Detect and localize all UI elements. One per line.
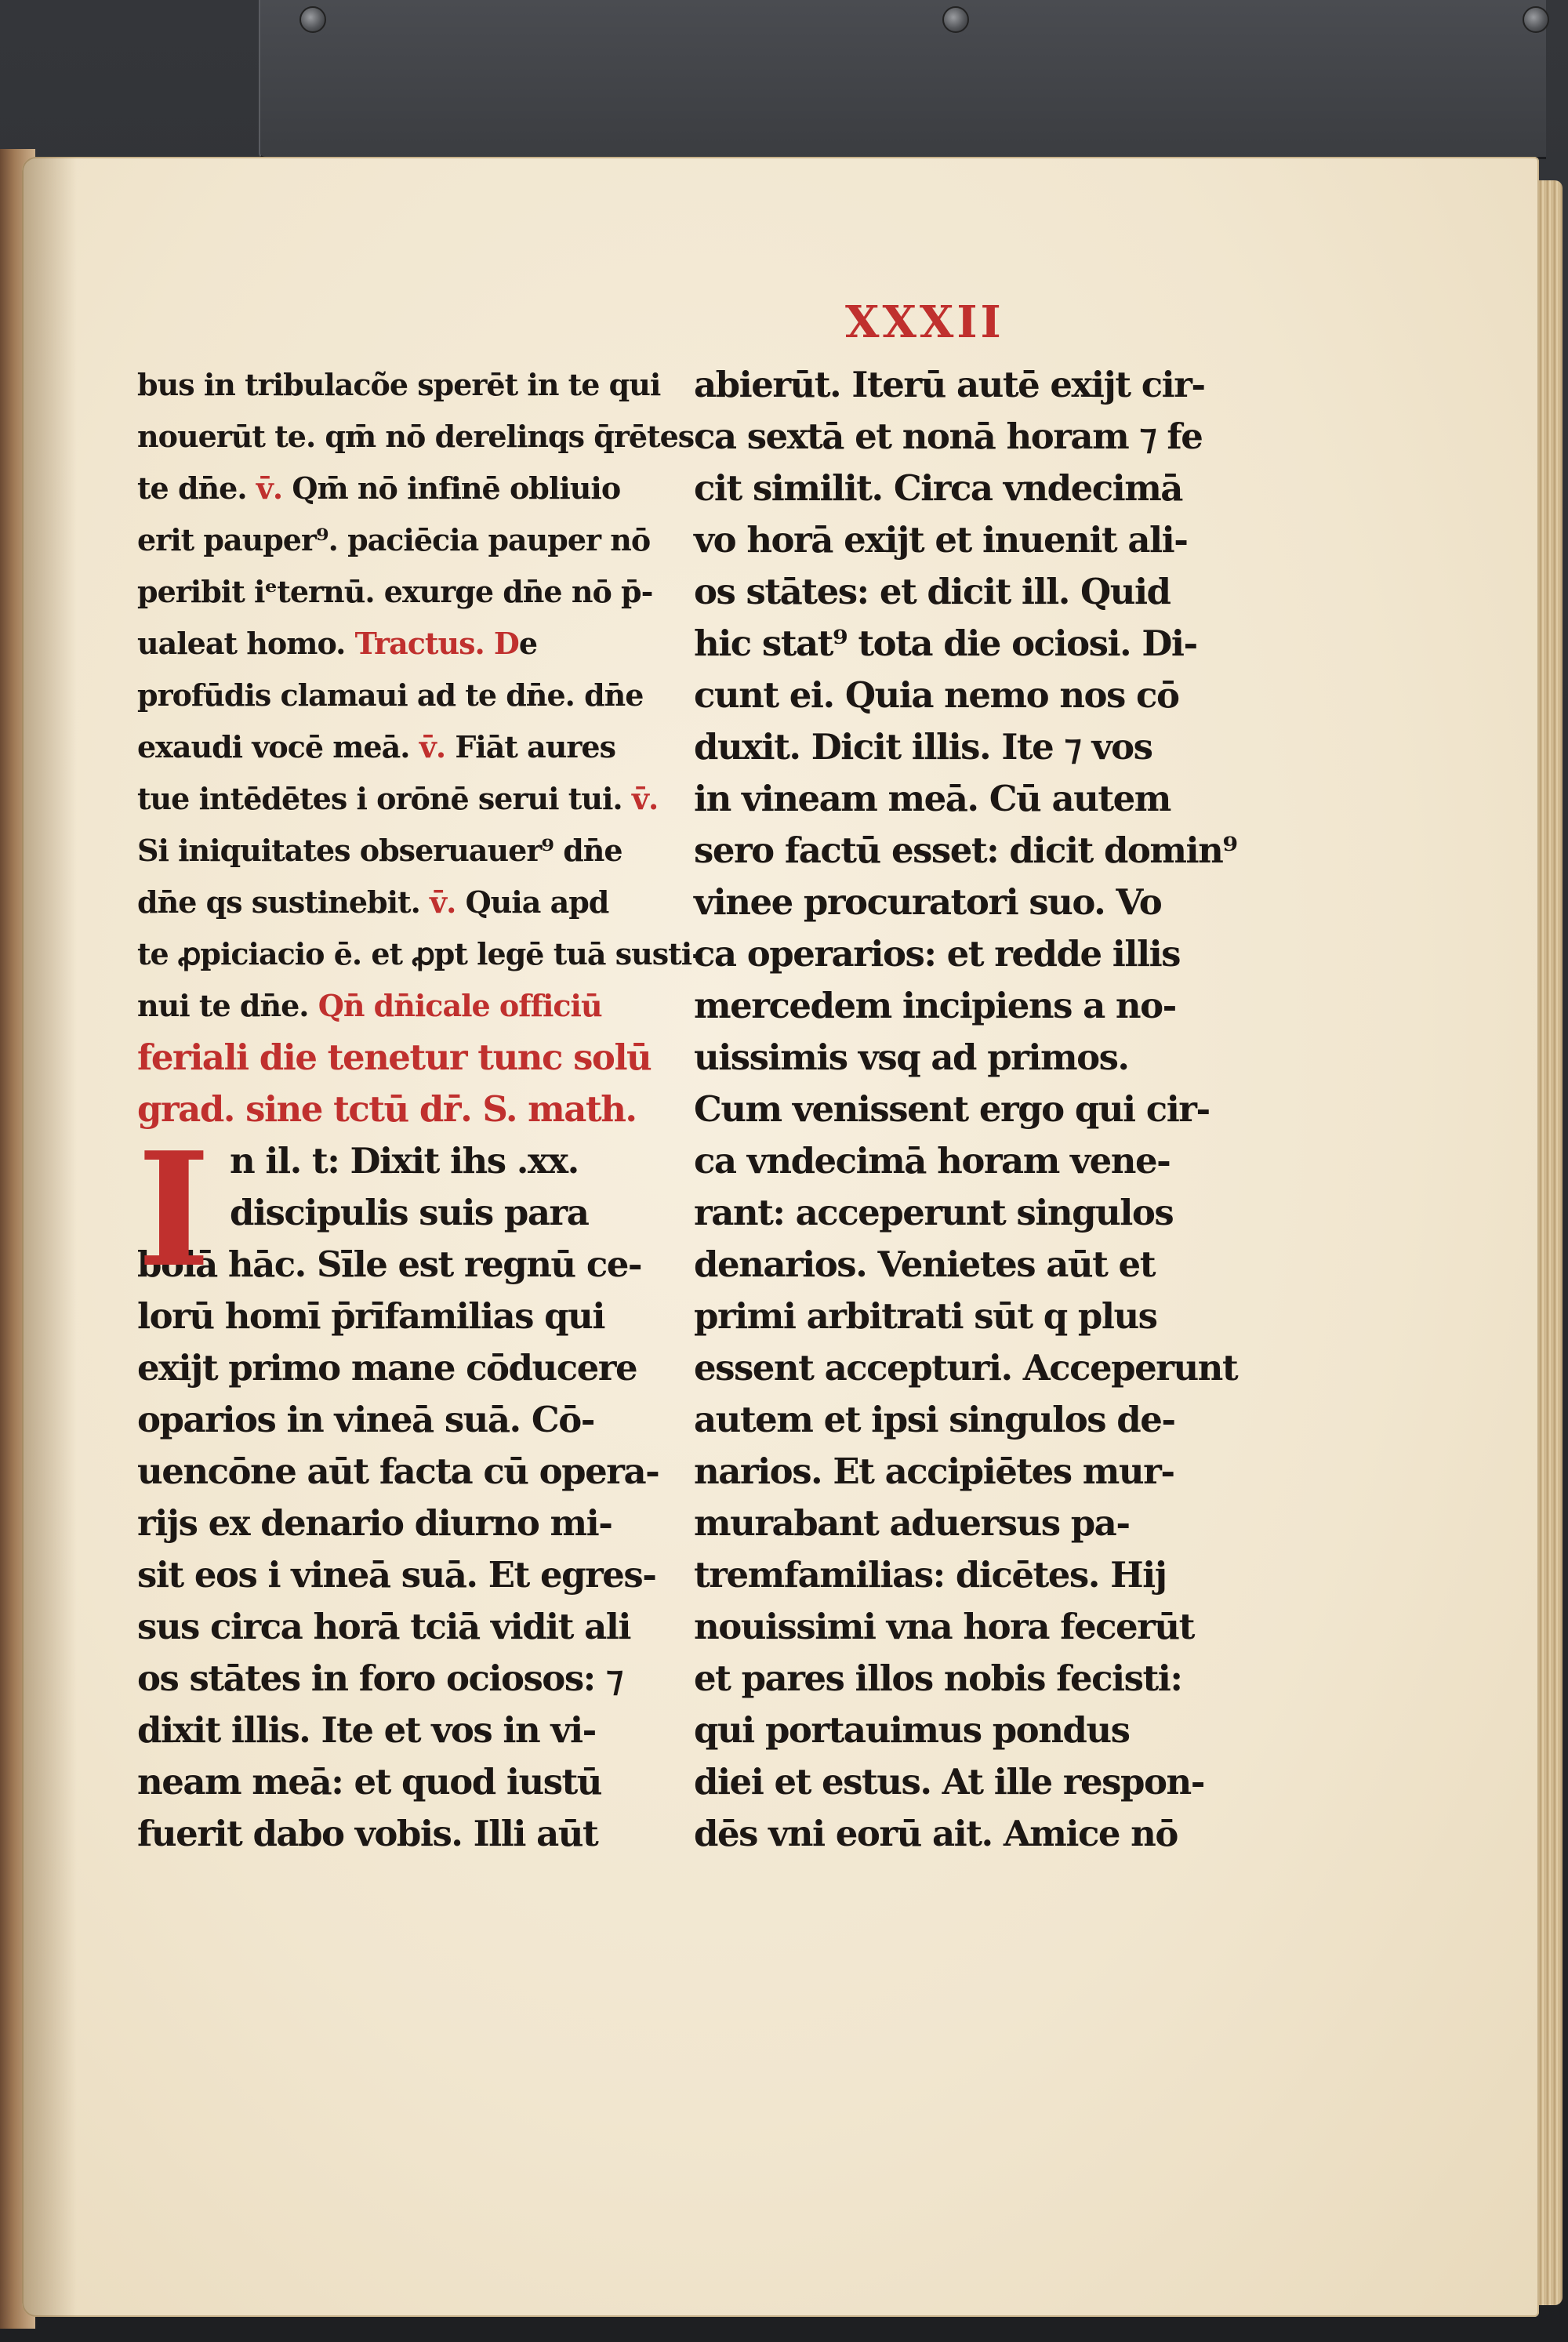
text-line: uencōne aūt facta cū opera-	[137, 1451, 659, 1492]
text-line	[137, 773, 659, 825]
text-line: sero factū esset: dicit domin⁹	[694, 830, 1237, 871]
text-line: dēs vni eorū ait. Amice nō	[694, 1813, 1178, 1854]
text-line: essent accepturi. Acceperunt	[694, 1347, 1238, 1389]
text-line: cunt ei. Quia nemo nos cō	[694, 674, 1179, 716]
line-text: bus in tribulacõe sperēt in te qui	[137, 367, 661, 402]
screw-icon	[299, 6, 326, 33]
text-line: duxit. Dicit illis. Ite ⁊ vos	[694, 726, 1152, 768]
rubric-text: v̄.	[419, 729, 456, 764]
text-line: vinee procuratori suo. Vo	[694, 881, 1162, 923]
line-text: Qm̄ nō infinē obliuio	[292, 470, 621, 506]
text-line: ca operarios: et redde illis	[694, 933, 1180, 975]
line-text: profūdis clamaui ad te dn̄e. dn̄e	[137, 677, 644, 713]
text-line: diei et estus. At ille respon-	[694, 1761, 1204, 1803]
text-line: exijt primo mane cōducere	[137, 1347, 637, 1389]
text-line: autem et ipsi singulos de-	[694, 1399, 1175, 1440]
rubric-line: grad. sine tctū dr̄. S. math.	[137, 1088, 637, 1130]
right-text-column	[694, 359, 1238, 1860]
text-line: hic stat⁹ tota die ociosi. Di-	[694, 623, 1197, 664]
gutter-shadow	[22, 157, 77, 2317]
text-line: discipulis suis para	[230, 1192, 589, 1233]
text-line: mercedem incipiens a no-	[694, 985, 1176, 1026]
text-line	[137, 877, 623, 928]
line-text: Si iniquitates obseruauer⁹ dn̄e	[137, 833, 622, 868]
text-line: abierūt. Iterū autē exijt cir-	[694, 364, 1205, 405]
text-line: cit similit. Circa vndecimā	[694, 467, 1182, 509]
rubric-line: feriali die tenetur tunc solū	[137, 1037, 652, 1078]
text-line: oparios in vineā suā. Cō-	[137, 1399, 594, 1440]
decorated-initial: I	[137, 1118, 211, 1302]
text-line	[137, 359, 661, 411]
rubric-text: v̄.	[430, 884, 466, 920]
text-line: murabant aduersus pa-	[694, 1502, 1130, 1544]
text-line: fuerit dabo vobis. Illi aūt	[137, 1813, 598, 1854]
text-line	[137, 825, 623, 877]
text-line: lorū homī p̄rīfamilias qui	[137, 1295, 604, 1337]
text-line	[137, 463, 623, 514]
text-line: narios. Et accipiētes mur-	[694, 1451, 1174, 1492]
text-line: uissimis vsq ad primos.	[694, 1037, 1129, 1078]
text-line: os stātes: et dicit ill. Quid	[694, 571, 1171, 612]
line-text: exaudi vocē meā.	[137, 729, 419, 764]
line-text: peribit iᵉternū. exurge dn̄e nō p̄-	[137, 574, 653, 609]
text-line: sit eos i vineā suā. Et egres-	[137, 1554, 656, 1596]
text-line	[137, 566, 653, 618]
folio-number: XXXII	[845, 296, 1004, 348]
text-line: tremfamilias: dicētes. Hij	[694, 1554, 1167, 1596]
text-line: nouissimi vna hora fecerūt	[694, 1606, 1194, 1647]
line-text: Quia apd	[465, 884, 609, 920]
text-line: neam meā: et quod iustū	[137, 1761, 602, 1803]
line-text: erit pauper⁹. paciēcia pauper nō	[137, 522, 651, 557]
line-text: tue intēdētes i orōnē serui tui.	[137, 781, 632, 816]
text-line	[137, 721, 623, 773]
text-line	[137, 980, 623, 1032]
text-line: Cum venissent ergo qui cir-	[694, 1088, 1210, 1130]
line-text: te dn̄e.	[137, 470, 256, 506]
text-line: in vineam meā. Cū autem	[694, 778, 1171, 819]
text-line	[137, 411, 695, 463]
screw-icon	[942, 6, 969, 33]
text-line	[137, 670, 644, 721]
screw-icon	[1523, 6, 1549, 33]
rubric-text: Qn̄ dn̄icale officiū	[318, 988, 602, 1023]
text-line: sus circa horā tciā vidit ali	[137, 1606, 630, 1647]
text-line: ca sextā et nonā horam ⁊ fe	[694, 416, 1203, 457]
scanner-clamp-bar	[259, 0, 1546, 159]
line-text: dn̄e qs sustinebit.	[137, 884, 430, 920]
text-line	[137, 618, 623, 670]
text-line: primi arbitrati sūt q plus	[694, 1295, 1157, 1337]
text-line: et pares illos nobis fecisti:	[694, 1658, 1182, 1699]
text-line: qui portauimus pondus	[694, 1709, 1130, 1751]
text-line: denarios. Venietes aūt et	[694, 1244, 1155, 1285]
rubric-text: v̄.	[631, 781, 659, 816]
line-text: ualeat homo.	[137, 626, 355, 661]
rubric-text: Tractus. D	[354, 626, 519, 661]
initial-lines	[137, 1135, 623, 1239]
text-line: os stātes in foro ociosos: ⁊	[137, 1658, 622, 1699]
text-line: bolā hāc. Sīle est regnū ce-	[137, 1244, 642, 1285]
text-line	[137, 514, 651, 566]
text-line: vo horā exijt et inuenit ali-	[694, 519, 1188, 561]
line-text: nui te dn̄e.	[137, 988, 318, 1023]
line-text: e	[518, 626, 538, 661]
text-line	[137, 928, 703, 980]
text-line: rijs ex denario diurno mi-	[137, 1502, 612, 1544]
text-line: rant: acceperunt singulos	[694, 1192, 1174, 1233]
line-text: Fiāt aures	[455, 729, 615, 764]
line-text: te ꝓpiciacio ē. et ꝓpt legē tuā susti-	[137, 936, 703, 971]
rubric-text: v̄.	[256, 470, 292, 506]
line-text: nouerūt te. qm̄ nō derelinqs q̄rētes	[137, 419, 695, 454]
left-text-column	[137, 359, 703, 1860]
text-line: ca vndecimā horam vene-	[694, 1140, 1171, 1182]
text-line: dixit illis. Ite et vos in vi-	[137, 1709, 596, 1751]
text-line: n il. t: Dixit ihs .xx.	[230, 1140, 579, 1182]
